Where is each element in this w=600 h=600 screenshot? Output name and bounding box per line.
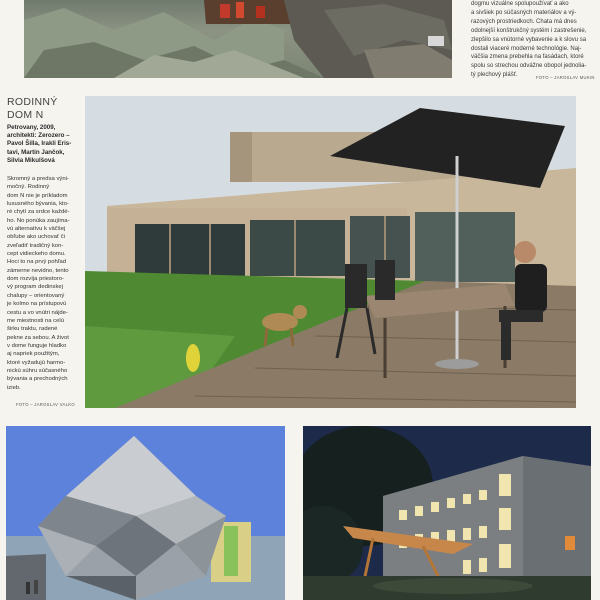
- body-line: luxusného bývania, kto-: [7, 201, 69, 208]
- body-line: širku traktu, radené: [7, 326, 58, 333]
- body-line: chalupy – orientovaný: [7, 292, 65, 299]
- pavilion-drawing: [6, 426, 285, 600]
- title-line: DOM N: [7, 108, 44, 121]
- caption-line: tý plechový plášť.: [471, 72, 518, 79]
- caption-line: razových prostriedkoch. Chata má dnes: [471, 18, 577, 25]
- body-line: je kolmo na prístupovú: [7, 301, 67, 308]
- caption-line: dogmu vizuálne spolupoužívať a ako: [471, 1, 569, 7]
- meta-line: architekti: Zerozero –: [7, 132, 70, 140]
- body-line: močný. Rodinný: [7, 184, 50, 191]
- meta-line: tavi, Martin Jančok,: [7, 148, 65, 156]
- body-line: v dome funguje hladko: [7, 342, 67, 349]
- title-line: RODINNÝ: [7, 96, 58, 108]
- photo-house-terrace: [85, 96, 576, 408]
- body-line: dom rozvíja priestoro-: [7, 276, 64, 283]
- body-line: pekne za sebou. A život: [7, 334, 69, 341]
- chalet-rocks-drawing: [24, 0, 452, 78]
- body-line: zveľadiť tradičný kon-: [7, 242, 64, 249]
- body-line: aj napriek použitým,: [7, 351, 60, 358]
- photo-chalet-rocks: [24, 0, 452, 78]
- body-line: zámerne nevidno, tento: [7, 267, 69, 274]
- meta-line: Pavol Šilla, Irakli Eris-: [7, 140, 72, 148]
- body-line: Skromný a predsa výni-: [7, 176, 69, 182]
- body-line: ktoré vyžadujú harmo-: [7, 359, 66, 366]
- body-line: dom N nie je príkladom: [7, 192, 68, 199]
- photo-credit-chalet: FOTO – JAROSLAV MUKIN: [536, 75, 595, 80]
- body-line: me miestnosti na celú: [7, 317, 64, 324]
- body-line: ho. No ponúka zaujíma-: [7, 217, 70, 224]
- body-line: Hoci to na prvý pohľad: [7, 259, 67, 266]
- house-terrace-drawing: [85, 96, 576, 408]
- body-line: vý program dedinskej: [7, 284, 63, 291]
- body-line: bývania a prechodných: [7, 376, 68, 383]
- photo-faceted-pavilion: [6, 426, 285, 600]
- caption-line: zlepšilo sa vnútorné vybavenie a k slovu sa: [471, 36, 587, 43]
- body-line: cestu a vo vnútri nájde-: [7, 309, 68, 316]
- body-line: ré chytí za srdce každé-: [7, 209, 70, 216]
- photo-credit-house: FOTO – JAROSLAV VALKO: [16, 402, 75, 407]
- caption-line: väčšia zmena prebehla na fasádach, ktoré: [471, 54, 584, 61]
- section-title: [7, 96, 81, 121]
- project-meta: [7, 124, 83, 165]
- chalet-caption: [471, 0, 596, 80]
- body-line: cept vidieckeho domu.: [7, 251, 66, 258]
- article-body: [7, 175, 83, 392]
- body-line: izieb.: [7, 384, 21, 391]
- caption-line: odolnejší konštrukčný systém i zastrešenie,: [471, 27, 587, 34]
- body-line: obľube ako uchovať či: [7, 234, 65, 241]
- night-building-drawing: [303, 426, 591, 600]
- caption-line: dostali viaceré moderné technológie. Naj-: [471, 45, 582, 52]
- body-line: nickú súhru súčasného: [7, 367, 68, 374]
- caption-line: a sivšiek po súčasných materiálov a vý-: [471, 9, 577, 16]
- meta-line: Petrovany, 2009,: [7, 124, 56, 131]
- photo-night-building: [303, 426, 591, 600]
- meta-line: Silvia Mikulšová: [7, 156, 55, 164]
- body-line: vú alternatívu k väčšej: [7, 226, 66, 233]
- caption-line: spolu so strechou odvážne obopol jednolia-: [471, 63, 587, 70]
